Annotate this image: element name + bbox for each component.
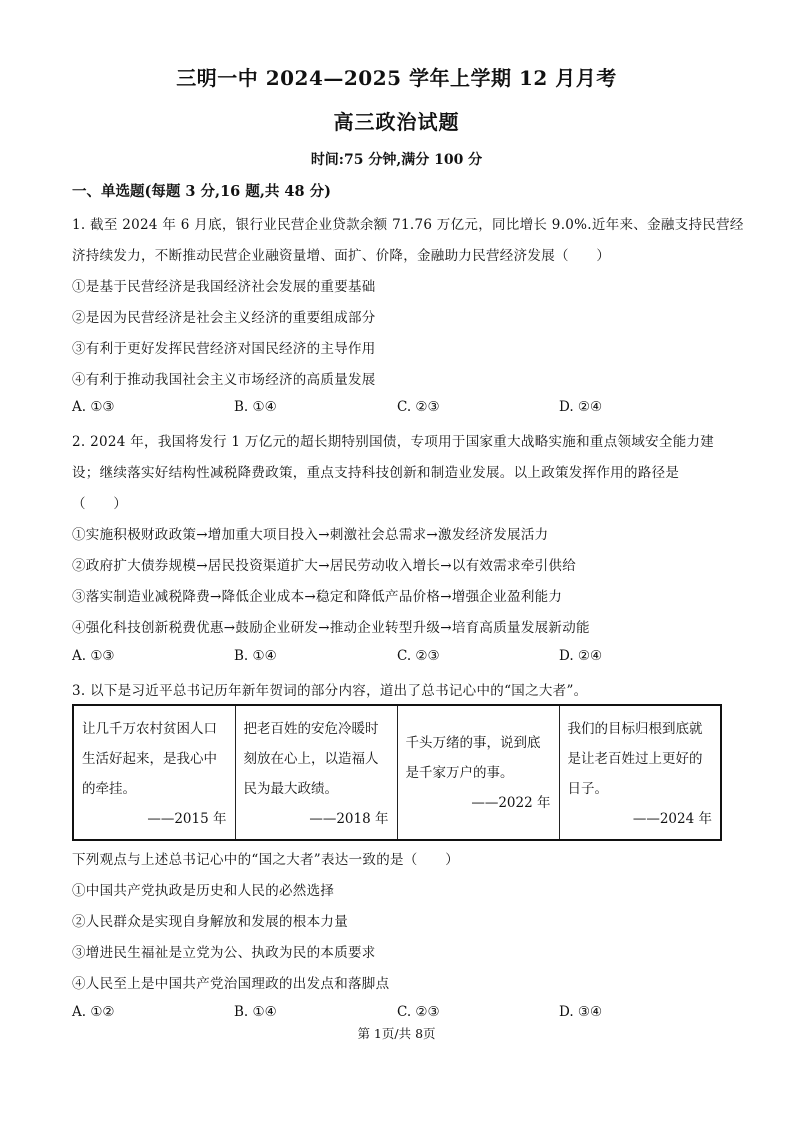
q3-stem: 3. 以下是习近平总书记历年新年贺词的部分内容，道出了总书记心中的“国之大者”。 [72, 683, 588, 699]
q3-question: 下列观点与上述总书记心中的“国之大者”表达一致的是（ ） [72, 852, 460, 868]
quote-line: 生活好起来，是我心中 [82, 751, 217, 767]
q2-stem-line3: （ ） [72, 496, 128, 512]
quote-year: ——2015 年 [147, 811, 227, 827]
quote-year: ——2024 年 [632, 811, 712, 827]
q1-item: ③有利于更好发挥民营经济对国民经济的主导作用 [72, 341, 376, 357]
q3-option-d[interactable]: D. ③④ [559, 1004, 603, 1020]
quote-cell-2022 [397, 705, 559, 840]
q1-item: ②是因为民营经济是社会主义经济的重要组成部分 [72, 310, 376, 326]
exam-subtitle: 高三政治试题 [333, 110, 460, 134]
quote-line: 把老百姓的安危冷暖时 [243, 721, 379, 737]
quote-line: 的牵挂。 [82, 781, 136, 797]
q1-option-b[interactable]: B. ①④ [234, 399, 277, 415]
q2-option-c[interactable]: C. ②③ [397, 648, 440, 664]
time-info: 时间:75 分钟,满分 100 分 [310, 152, 483, 168]
quote-line: 是千家万户的事。 [405, 765, 514, 781]
q3-item: ③增进民生福祉是立党为公、执政为民的本质要求 [72, 945, 376, 961]
quote-cell-2024 [559, 705, 721, 840]
q1-option-c[interactable]: C. ②③ [397, 399, 440, 415]
q1-stem-line1: 1. 截至 2024 年 6 月底，银行业民营企业贷款余额 71.76 万亿元，同比增长 9.0%.近年来、金融支持民营经 [72, 217, 744, 233]
q2-item: ③落实制造业减税降费→降低企业成本→稳定和降低产品价格→增强企业盈利能力 [72, 589, 563, 605]
quote-line: 我们的目标归根到底就 [567, 721, 703, 737]
q1-option-a[interactable]: A. ①③ [72, 399, 115, 415]
q2-option-a[interactable]: A. ①③ [72, 648, 115, 664]
q2-item: ②政府扩大债券规模→居民投资渠道扩大→居民劳动收入增长→以有效需求牵引供给 [72, 558, 577, 574]
quote-line: 刻放在心上，以造福人 [243, 751, 379, 767]
q3-item: ②人民群众是实现自身解放和发展的根本力量 [72, 914, 348, 930]
quote-line: 千头万绪的事，说到底 [405, 735, 541, 751]
page-number: 第 1页/共 8页 [357, 1026, 436, 1041]
quotes-table [72, 704, 722, 841]
q3-item: ①中国共产党执政是历史和人民的必然选择 [72, 883, 335, 899]
q2-option-b[interactable]: B. ①④ [234, 648, 277, 664]
q2-item: ①实施积极财政政策→增加重大项目投入→刺激社会总需求→激发经济发展活力 [72, 527, 549, 543]
q1-options [72, 399, 722, 419]
q1-item: ①是基于民营经济是我国经济社会发展的重要基础 [72, 279, 376, 295]
section-heading: 一、单选题(每题 3 分,16 题,共 48 分) [72, 183, 332, 200]
quote-line: 让几千万农村贫困人口 [82, 721, 217, 737]
q3-option-b[interactable]: B. ①④ [234, 1004, 277, 1020]
quote-cell-2018 [235, 705, 397, 840]
q3-option-c[interactable]: C. ②③ [397, 1004, 440, 1020]
quote-cell-2015 [73, 705, 235, 840]
q3-item: ④人民至上是中国共产党治国理政的出发点和落脚点 [72, 976, 390, 992]
quote-line: 是让老百姓过上更好的 [567, 751, 703, 767]
q1-item: ④有利于推动我国社会主义市场经济的高质量发展 [72, 372, 376, 388]
q1-stem-line2: 济持续发力，不断推动民营企业融资量增、面扩、价降，金融助力民营经济发展（ ） [72, 248, 611, 264]
q2-options [72, 648, 722, 668]
quote-line: 民为最大政绩。 [243, 781, 338, 797]
q2-stem-line1: 2. 2024 年，我国将发行 1 万亿元的超长期特别国债，专项用于国家重大战略实施和重点领域安全能力建 [72, 434, 715, 450]
q2-option-d[interactable]: D. ②④ [559, 648, 603, 664]
quote-line: 日子。 [567, 781, 608, 797]
q3-options [72, 1004, 722, 1024]
q3-option-a[interactable]: A. ①② [72, 1004, 115, 1020]
q1-option-d[interactable]: D. ②④ [559, 399, 603, 415]
q2-stem-line2: 设；继续落实好结构性减税降费政策，重点支持科技创新和制造业发展。以上政策发挥作用的路径是 [72, 465, 680, 481]
quote-year: ——2022 年 [471, 795, 551, 811]
exam-title: 三明一中 2024—2025 学年上学期 12 月月考 [176, 66, 617, 90]
q2-item: ④强化科技创新税费优惠→鼓励企业研发→推动企业转型升级→培育高质量发展新动能 [72, 620, 590, 636]
quote-year: ——2018 年 [309, 811, 389, 827]
